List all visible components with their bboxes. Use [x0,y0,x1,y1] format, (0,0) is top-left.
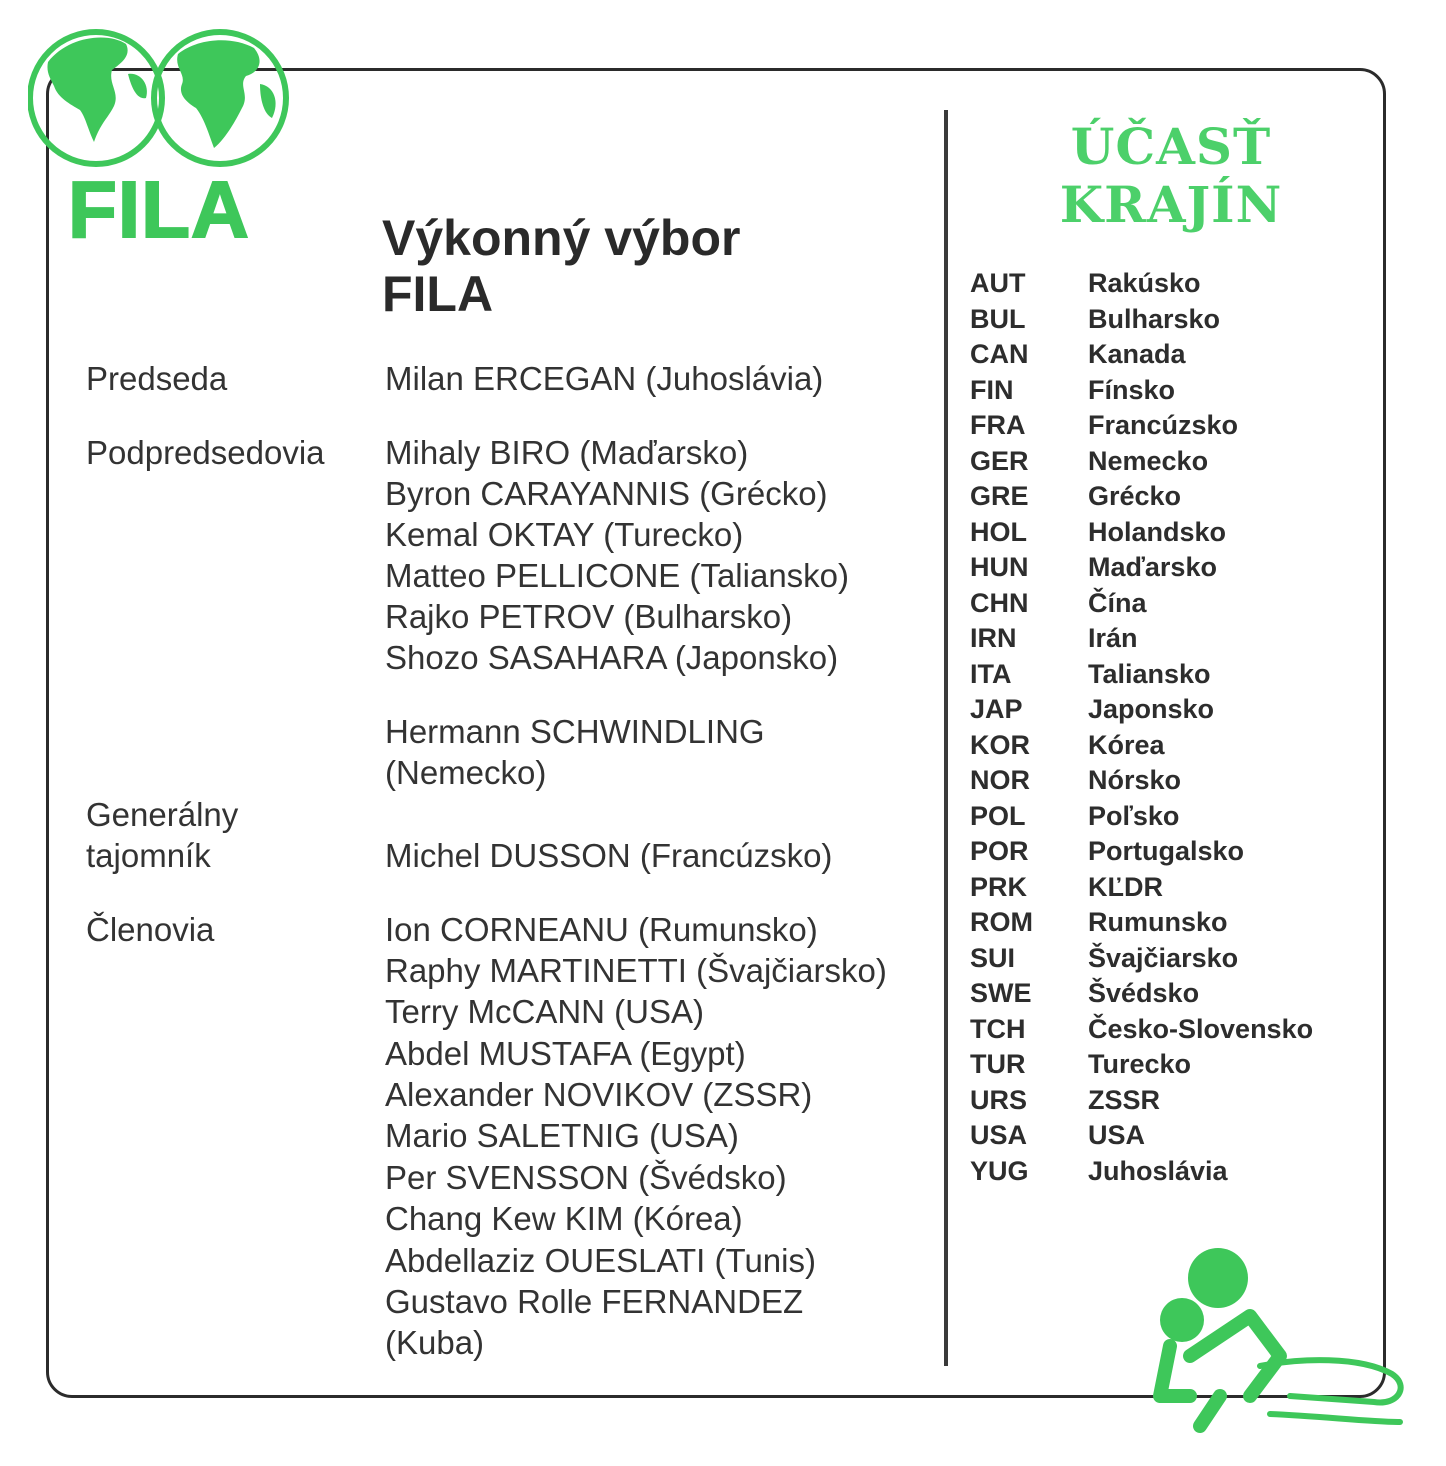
country-row [970,1154,1380,1190]
member: Abdel MUSTAFA (Egypt) [385,1035,746,1072]
participation-title-line1: ÚČASŤ [1070,117,1272,176]
participation-title [958,118,1384,234]
member: Gustavo Rolle FERNANDEZ [385,1283,804,1320]
country-row [970,302,1380,338]
member: Abdellaziz OUESLATI (Tunis) [385,1242,816,1279]
country-row [970,976,1380,1012]
country-name: ZSSR [1088,1084,1161,1115]
country-name: Rumunsko [1088,907,1228,937]
country-row [970,834,1380,870]
secretary-name: Michel DUSSON (Francúzsko) [385,837,833,874]
country-code: TCH [970,1013,1026,1044]
schwindling-name: Hermann SCHWINDLING [385,713,765,750]
country-name: Nemecko [1088,445,1209,476]
vice-president: Shozo SASAHARA (Japonsko) [385,639,839,676]
wrestlers-icon [1130,1246,1420,1436]
country-code: SUI [970,942,1016,973]
committee-title [382,210,740,322]
country-code: HOL [970,516,1027,547]
country-row [970,692,1380,728]
country-row [970,905,1380,941]
country-name: Irán [1088,623,1138,653]
country-name: Švajčiarsko [1088,942,1239,973]
participation-title-line2: KRAJÍN [1059,175,1283,234]
country-row [970,941,1380,977]
country-row [970,586,1380,622]
country-name: Poľsko [1088,800,1180,831]
country-row [970,444,1380,480]
country-code: USA [970,1120,1028,1150]
country-row [970,799,1380,835]
country-name: Fínsko [1088,374,1176,405]
vice-president: Kemal OKTAY (Turecko) [385,516,744,553]
country-row [970,1047,1380,1083]
country-name: Rakúsko [1088,268,1201,298]
country-name: Grécko [1088,481,1182,511]
country-name: Nórsko [1088,765,1182,795]
country-code: IRN [970,623,1017,653]
committee-title-line1: Výkonný výbor [382,210,741,266]
country-row [970,550,1380,586]
country-row [970,621,1380,657]
member: Chang Kew KIM (Kórea) [385,1200,743,1237]
committee-title-line2: FILA [382,266,494,322]
country-code: GER [970,445,1029,476]
country-row [970,373,1380,409]
column-divider [944,110,948,1366]
member: Ion CORNEANU (Rumunsko) [385,911,818,948]
country-code: NOR [970,765,1030,795]
country-row [970,408,1380,444]
country-name: Turecko [1088,1049,1192,1079]
country-row [970,266,1380,302]
country-name: USA [1088,1120,1146,1150]
members-label: Členovia [86,911,215,948]
country-row [970,1118,1380,1154]
logo-text: FILA [68,165,250,254]
country-list [970,266,1380,1189]
country-code: JAP [970,694,1023,724]
country-code: FRA [970,410,1026,440]
country-code: GRE [970,481,1029,511]
vice-label: Podpredsedovia [86,434,325,471]
country-code: AUT [970,268,1026,298]
country-name: Česko-Slovensko [1088,1013,1314,1044]
country-name: Kanada [1088,339,1186,369]
country-code: PRK [970,871,1028,902]
president-label: Predseda [86,360,228,397]
secretary-label-line2: tajomník [86,837,211,874]
country-name: Kórea [1088,729,1165,760]
country-code: KOR [970,729,1030,760]
president-name: Milan ERCEGAN (Juhoslávia) [385,360,824,397]
country-row [970,763,1380,799]
country-name: KĽDR [1088,871,1163,902]
country-name: Bulharsko [1088,303,1221,334]
country-code: BUL [970,303,1026,334]
country-row [970,870,1380,906]
country-name: Taliansko [1088,658,1211,689]
member: Per SVENSSON (Švédsko) [385,1159,787,1196]
country-row [970,657,1380,693]
member: Mario SALETNIG (USA) [385,1117,739,1154]
member: Raphy MARTINETTI (Švajčiarsko) [385,952,887,989]
fila-logo [28,14,290,254]
country-code: CHN [970,587,1029,618]
vice-president: Byron CARAYANNIS (Grécko) [385,475,828,512]
country-code: CAN [970,339,1029,369]
member: Alexander NOVIKOV (ZSSR) [385,1076,813,1113]
country-code: POR [970,836,1029,866]
country-row [970,1012,1380,1048]
vice-president: Matteo PELLICONE (Taliansko) [385,557,850,594]
vice-president: Rajko PETROV (Bulharsko) [385,598,793,635]
country-name: Holandsko [1088,516,1227,547]
country-code: ROM [970,907,1033,937]
country-code: HUN [970,552,1029,582]
country-code: URS [970,1084,1028,1115]
country-row [970,1083,1380,1119]
secretary-label-line1: Generálny [86,796,239,833]
member: Terry McCANN (USA) [385,993,704,1030]
country-name: Švédsko [1088,978,1200,1008]
country-code: FIN [970,374,1014,405]
country-code: TUR [970,1049,1026,1079]
country-row [970,515,1380,551]
globe-icon [28,14,290,174]
country-code: POL [970,800,1026,831]
country-name: Juhoslávia [1088,1155,1228,1186]
country-row [970,337,1380,373]
country-name: Japonsko [1088,694,1215,724]
country-name: Čína [1088,587,1147,618]
country-name: Maďarsko [1088,552,1217,582]
schwindling-country: (Nemecko) [385,754,547,791]
country-row [970,479,1380,515]
country-name: Francúzsko [1088,410,1239,440]
country-code: YUG [970,1155,1029,1186]
country-name: Portugalsko [1088,836,1245,866]
country-code: ITA [970,658,1012,689]
country-code: SWE [970,978,1032,1008]
vice-president: Mihaly BIRO (Maďarsko) [385,434,749,471]
member: (Kuba) [385,1324,485,1361]
country-row [970,728,1380,764]
